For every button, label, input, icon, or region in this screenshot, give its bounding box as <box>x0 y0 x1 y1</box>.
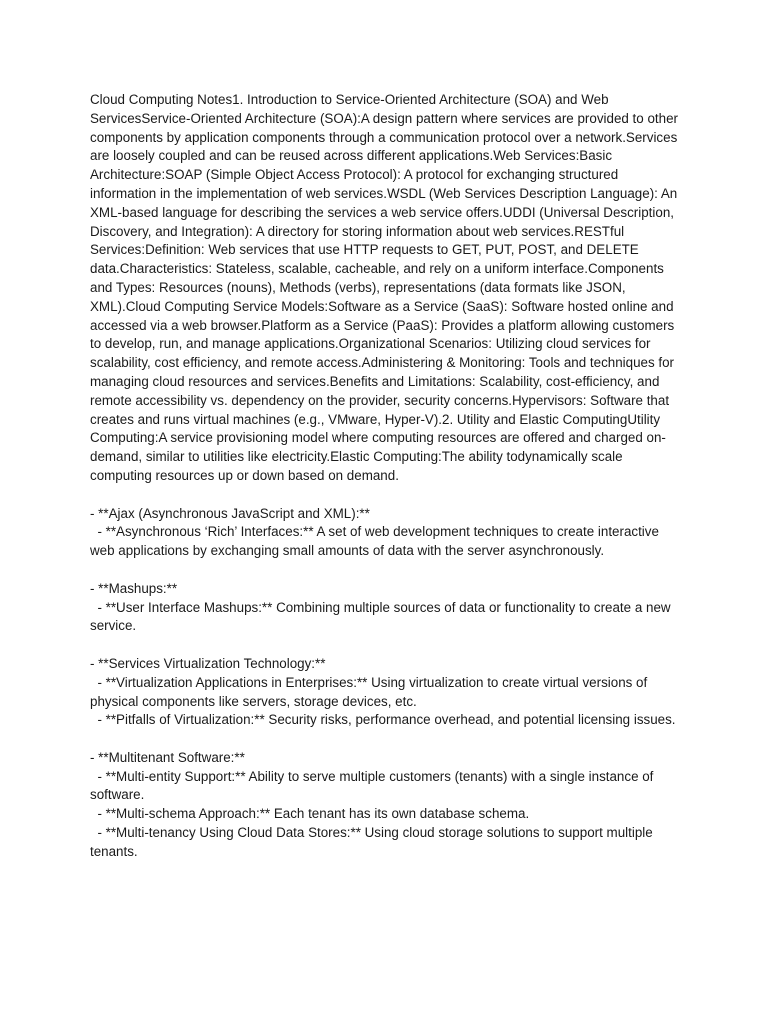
section-item: - **Multi-schema Approach:** Each tenant has its own database schema. <box>90 806 530 822</box>
section-heading: - **Mashups:** <box>90 580 178 596</box>
section-heading: - **Services Virtualization Technology:** <box>90 655 326 671</box>
section-item: - **User Interface Mashups:** Combining multiple sources of data or functionality to create a new service. <box>90 599 675 634</box>
section-ajax <box>90 505 680 561</box>
section-item: - **Virtualization Applications in Enterprises:** Using virtualization to create virtual versions of physical components like servers, storage devices, etc. <box>90 674 651 709</box>
document-body <box>90 91 680 862</box>
section-virtualization <box>90 655 680 730</box>
intro-paragraph: Cloud Computing Notes1. Introduction to Service-Oriented Architecture (SOA) and Web ServicesService-Oriented Architecture (SOA):A design pattern where services are provided to other components by application components through a communication protocol over a network.Services are loosely coupled and can be reused across different applications.Web Services:Basic Architecture:SOAP (Simple Object Access Protocol): A protocol for exchanging structured information in the implementation of web services.WSDL (Web Services Description Language): An XML-based language for describing the services a web service offers.UDDI (Universal Description, Discovery, and Integration): A directory for storing information about web services.RESTful Services:Definition: Web services that use HTTP requests to GET, PUT, POST, and DELETE data.Characteristics: Stateless, scalable, cacheable, and rely on a uniform interface.Components and Types: Resources (nouns), Methods (verbs), representations (data formats like JSON, XML).Cloud Computing Service Models:Software as a Service (SaaS): Software hosted online and accessed via a web browser.Platform as a Service (PaaS): Provides a platform allowing customers to develop, run, and manage applications.Organizational Scenarios: Utilizing cloud services for scalability, cost efficiency, and remote access.Administering & Monitoring: Tools and techniques for managing cloud resources and services.Benefits and Limitations: Scalability, cost-efficiency, and remote accessibility vs. dependency on the provider, security concerns.Hypervisors: Software that creates and runs virtual machines (e.g., VMware, Hyper-V).2. Utility and Elastic ComputingUtility Computing:A service provisioning model where computing resources are offered and charged on-demand, similar to utilities like electricity.Elastic Computing:The ability todynamically scale computing resources up or down based on demand. <box>90 92 678 483</box>
section-item: - **Asynchronous ‘Rich’ Interfaces:** A set of web development techniques to create interactive web applications by exchanging small amounts of data with the server asynchronously. <box>90 524 663 559</box>
section-mashups <box>90 580 680 636</box>
section-heading: - **Ajax (Asynchronous JavaScript and XML):** <box>90 505 370 521</box>
section-heading: - **Multitenant Software:** <box>90 749 245 765</box>
section-multitenant <box>90 749 680 862</box>
section-item: - **Pitfalls of Virtualization:** Security risks, performance overhead, and potential licensing issues. <box>90 712 676 728</box>
section-item: - **Multi-tenancy Using Cloud Data Stores:** Using cloud storage solutions to support multiple tenants. <box>90 825 657 859</box>
section-item: - **Multi-entity Support:** Ability to serve multiple customers (tenants) with a single instance of software. <box>90 768 658 803</box>
